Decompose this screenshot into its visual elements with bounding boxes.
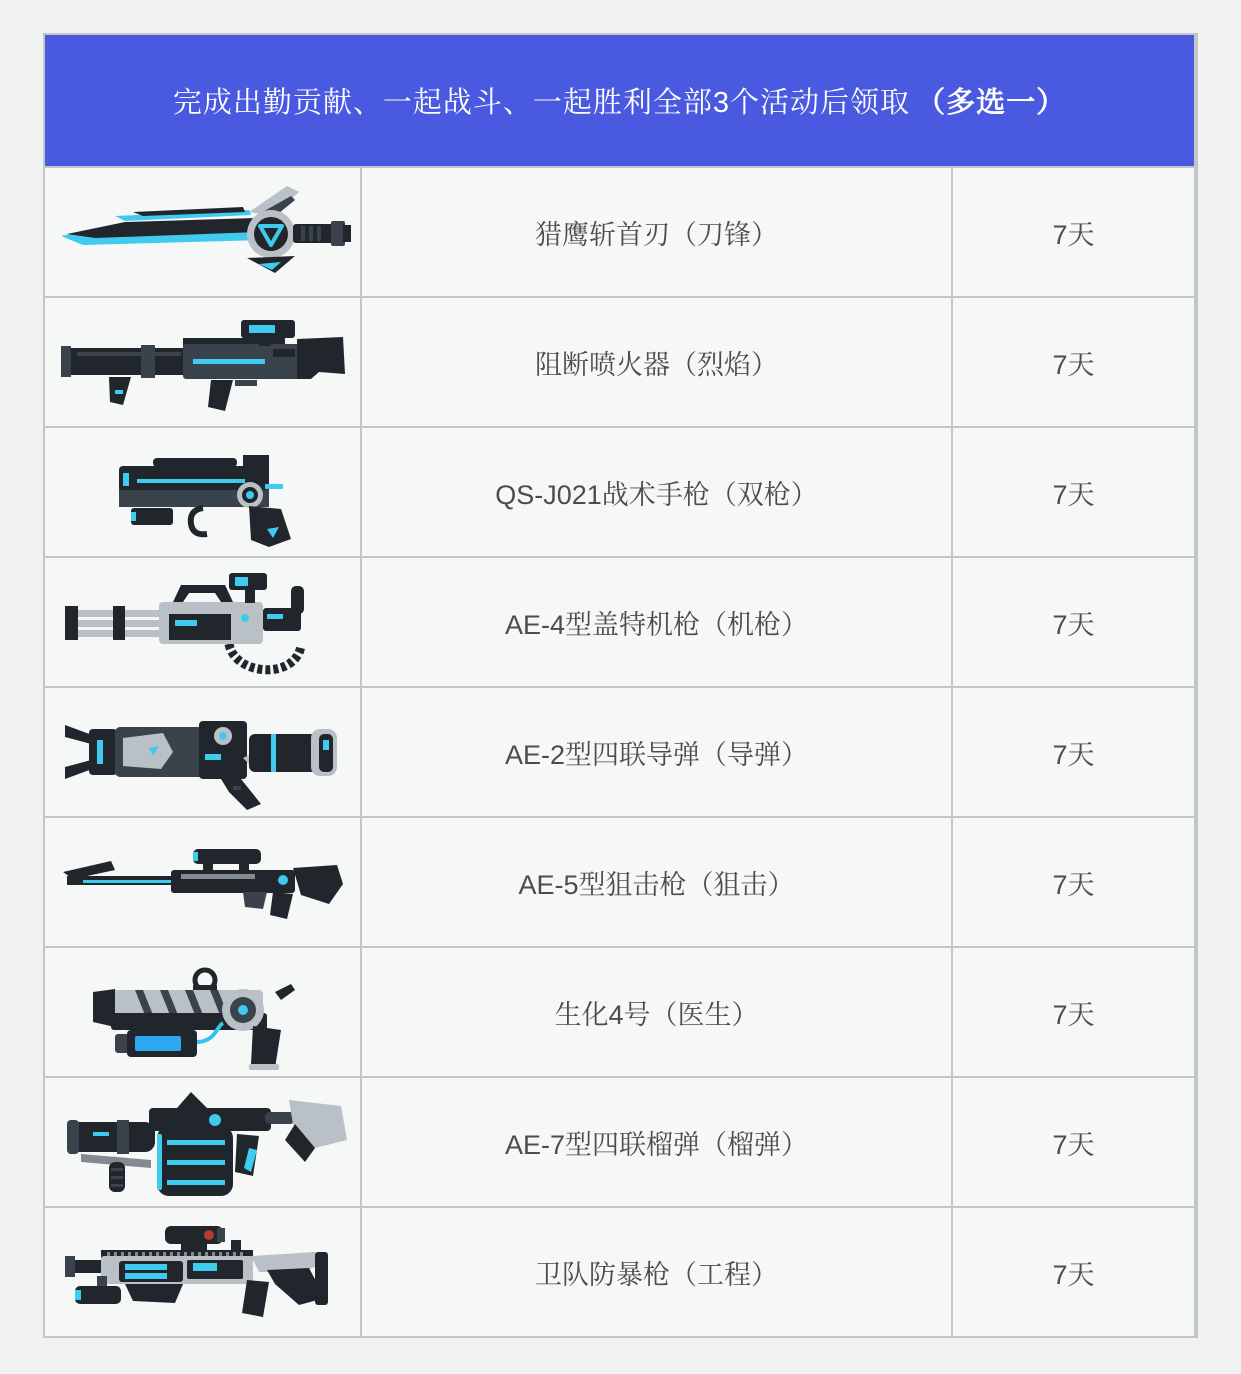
header-title: 完成出勤贡献、一起战斗、一起胜利全部3个活动后领取	[172, 87, 911, 119]
weapon-image-cell	[45, 1208, 360, 1336]
header-title-suffix: （多选一）	[916, 87, 1067, 119]
blocker-flamethrower-icon	[53, 302, 353, 422]
duration-value: 7天	[953, 298, 1194, 426]
weapon-name: 生化4号（医生）	[362, 948, 951, 1076]
duration-value: 7天	[953, 948, 1194, 1076]
duration-value: 7天	[953, 428, 1194, 556]
weapon-name: AE-7型四联榴弹（榴弹）	[362, 1078, 951, 1206]
weapon-name: AE-2型四联导弹（导弹）	[362, 688, 951, 816]
weapon-name: 猎鹰斩首刃（刀锋）	[362, 168, 951, 296]
weapon-image-cell	[45, 428, 360, 556]
ae-2-quad-missile-launcher-icon	[53, 692, 353, 812]
weapon-image-cell	[45, 818, 360, 946]
duration-value: 7天	[953, 818, 1194, 946]
weapon-name: 阻断喷火器（烈焰）	[362, 298, 951, 426]
weapon-name: AE-5型狙击枪（狙击）	[362, 818, 951, 946]
biochem-4-medic-gun-icon	[53, 952, 353, 1072]
ae-7-quad-grenade-launcher-icon	[53, 1082, 353, 1202]
duration-value: 7天	[953, 1208, 1194, 1336]
table-header	[45, 35, 1194, 166]
falcon-decapitator-blade-icon	[53, 172, 353, 292]
weapon-image-cell	[45, 1078, 360, 1206]
weapon-image-cell	[45, 688, 360, 816]
ae-5-sniper-rifle-icon	[53, 822, 353, 942]
weapon-name: 卫队防暴枪（工程）	[362, 1208, 951, 1336]
duration-value: 7天	[953, 168, 1194, 296]
weapon-name: QS-J021战术手枪（双枪）	[362, 428, 951, 556]
weapon-name: AE-4型盖特机枪（机枪）	[362, 558, 951, 686]
reward-table	[43, 33, 1198, 1338]
duration-value: 7天	[953, 1078, 1194, 1206]
ae-4-gatling-machinegun-icon	[53, 562, 353, 682]
duration-value: 7天	[953, 688, 1194, 816]
weapon-image-cell	[45, 948, 360, 1076]
weapon-image-cell	[45, 558, 360, 686]
weapon-image-cell	[45, 298, 360, 426]
duration-value: 7天	[953, 558, 1194, 686]
guard-riot-shotgun-icon	[53, 1212, 353, 1332]
qs-j021-tactical-pistol-icon	[53, 432, 353, 552]
weapon-image-cell	[45, 168, 360, 296]
